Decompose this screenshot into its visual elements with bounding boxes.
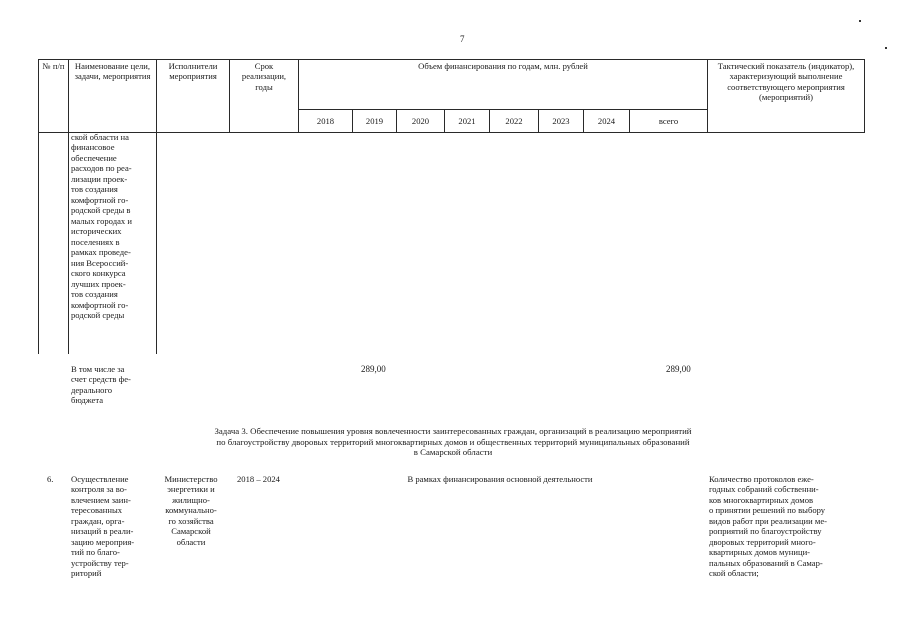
text-line: тересованных xyxy=(71,505,123,516)
text-line: комфортной го- xyxy=(71,299,129,310)
row-name xyxy=(71,474,149,579)
text-line: квартирных домов муници- xyxy=(709,547,811,558)
text-line: ской области; xyxy=(709,568,759,579)
text-line: жилищно- xyxy=(172,494,210,505)
scan-speck xyxy=(859,20,861,22)
text-line: области xyxy=(176,536,206,547)
text-line: дворовых территорий много- xyxy=(709,536,816,547)
text-line: Осуществление xyxy=(71,474,129,484)
text-line: родской среды в xyxy=(71,205,131,216)
federal-row-label xyxy=(71,364,149,406)
value-2019: 289,00 xyxy=(361,364,386,374)
text-line: В том числе за xyxy=(71,364,125,374)
row-number: 6. xyxy=(47,474,54,484)
text-line: влечением заин- xyxy=(71,494,131,505)
text-line: контроля за во- xyxy=(71,484,127,495)
task-line: в Самарской области xyxy=(413,447,493,458)
column-line xyxy=(68,131,69,354)
text-line: дерального xyxy=(71,384,113,395)
year-header: 2023 xyxy=(539,110,584,133)
text-line: ния Всероссий- xyxy=(71,257,129,268)
row-term: 2018 – 2024 xyxy=(237,474,280,484)
year-header: 2022 xyxy=(490,110,539,133)
text-line: комфортной го- xyxy=(71,194,129,205)
text-line: счет средств фе- xyxy=(71,374,131,385)
text-line: тий по благо- xyxy=(71,547,120,558)
row-executors xyxy=(156,474,226,547)
text-line: финансовое xyxy=(71,142,115,153)
year-header: 2018 xyxy=(299,110,353,133)
text-line: риторий xyxy=(71,568,102,579)
text-line: роприятий по благоустройству xyxy=(709,526,822,537)
text-line: ков многоквартирных домов xyxy=(709,494,814,505)
text-line: ского конкурса xyxy=(71,268,126,279)
header-table xyxy=(38,59,865,133)
page-number: 7 xyxy=(460,34,465,44)
text-line: энергетики и xyxy=(167,484,215,495)
column-line xyxy=(156,131,157,354)
text-line: обеспечение xyxy=(71,152,117,163)
year-header: 2021 xyxy=(445,110,490,133)
text-line: зацию мероприя- xyxy=(71,536,135,547)
text-line: низаций в реали- xyxy=(71,526,134,537)
year-header-total: всего xyxy=(630,110,708,133)
text-line: тов создания xyxy=(71,184,118,195)
continuation-text xyxy=(71,132,149,321)
text-line: Министерство xyxy=(164,474,218,484)
year-header: 2019 xyxy=(353,110,397,133)
text-line: тов создания xyxy=(71,289,118,300)
text-line: граждан, орга- xyxy=(71,515,125,526)
text-line: лучших проек- xyxy=(71,278,126,289)
header-num: № п/п xyxy=(39,60,69,133)
value-total: 289,00 xyxy=(666,364,691,374)
text-line: исторических xyxy=(71,226,122,237)
row-financing: В рамках финансирования основной деятельности xyxy=(407,474,593,484)
task-heading xyxy=(158,426,748,458)
task-line: Задача 3. Обеспечение повышения уровня вовлеченности заинтересованных граждан, организаций в реализацию мероприятий xyxy=(214,426,692,436)
text-line: годных собраний собственни- xyxy=(709,484,819,495)
text-line: го хозяйства xyxy=(168,515,214,526)
text-line: родской среды xyxy=(71,310,125,321)
task-line: по благоустройству дворовых территорий многоквартирных домов и общественных территорий муниципальных образований xyxy=(216,436,690,447)
text-line: ской области на xyxy=(71,132,129,142)
text-line: поселениях в xyxy=(71,236,120,247)
header-indicator: Тактический показатель (индикатор), характеризующий выполнение соответствующего мероприятия (мероприятий) xyxy=(708,60,865,133)
text-line: устройству тер- xyxy=(71,557,129,568)
year-header: 2020 xyxy=(397,110,445,133)
text-line: Самарской xyxy=(171,526,211,537)
year-header: 2024 xyxy=(584,110,630,133)
header-name: Наименование цели, задачи, мероприятия xyxy=(69,60,157,133)
text-line: расходов по реа- xyxy=(71,163,132,174)
text-line: пальных образований в Самар- xyxy=(709,557,823,568)
text-line: видов работ при реализации ме- xyxy=(709,515,828,526)
text-line: о принятии решений по выбору xyxy=(709,505,826,516)
text-line: бюджета xyxy=(71,395,104,406)
text-line: Количество протоколов еже- xyxy=(709,474,814,484)
text-line: коммунально- xyxy=(165,505,217,516)
column-line xyxy=(38,131,39,354)
header-term: Срок реализации, годы xyxy=(230,60,299,133)
header-executors: Исполнители мероприятия xyxy=(157,60,230,133)
header-financing: Объем финансирования по годам, млн. рублей xyxy=(299,60,708,110)
text-line: лизации проек- xyxy=(71,173,128,184)
text-line: рамках проведе- xyxy=(71,247,131,258)
text-line: малых городах и xyxy=(71,215,132,226)
row-indicator xyxy=(709,474,860,579)
scan-speck xyxy=(885,47,887,49)
